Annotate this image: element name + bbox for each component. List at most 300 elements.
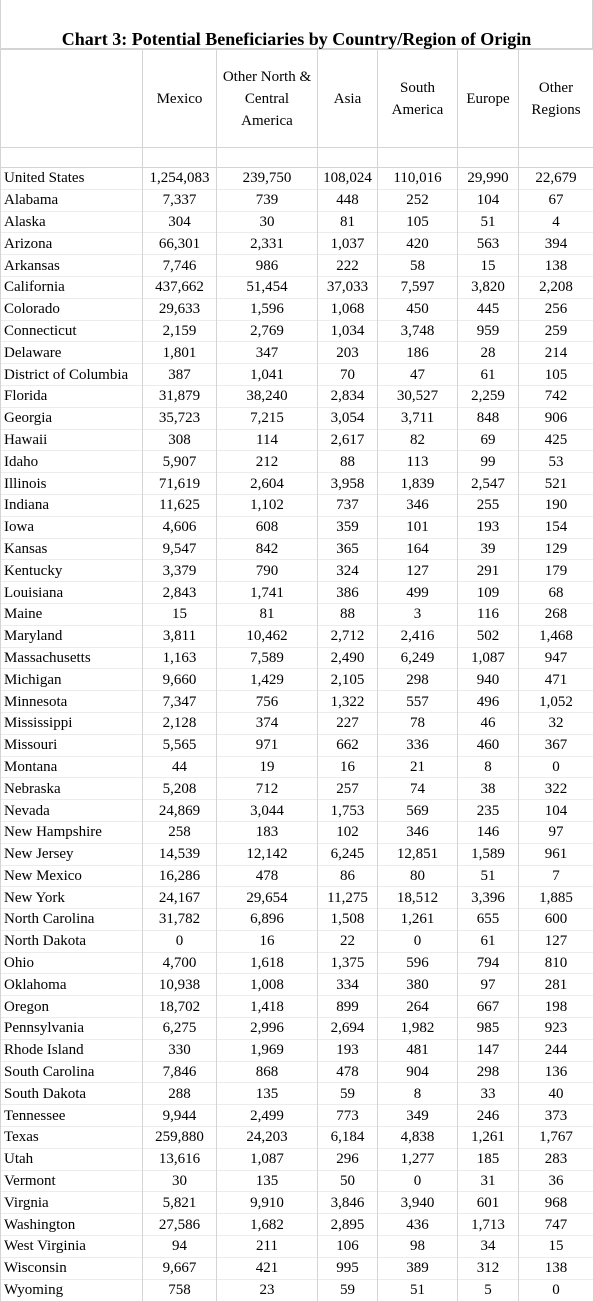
value-cell: 30,527 bbox=[378, 385, 458, 407]
state-name-cell: Wyoming bbox=[1, 1279, 143, 1301]
value-cell: 214 bbox=[519, 342, 593, 364]
value-cell: 1,254,083 bbox=[143, 168, 217, 190]
value-cell: 235 bbox=[458, 800, 519, 822]
value-cell: 2,159 bbox=[143, 320, 217, 342]
value-cell: 104 bbox=[458, 189, 519, 211]
value-cell: 0 bbox=[143, 930, 217, 952]
table-row bbox=[1, 1039, 593, 1061]
value-cell: 1,741 bbox=[217, 582, 318, 604]
value-cell: 5,821 bbox=[143, 1192, 217, 1214]
value-cell: 222 bbox=[318, 255, 378, 277]
table-row bbox=[1, 168, 593, 190]
value-cell: 69 bbox=[458, 429, 519, 451]
header-row bbox=[1, 50, 593, 148]
value-cell: 212 bbox=[217, 451, 318, 473]
table-row bbox=[1, 603, 593, 625]
value-cell: 34 bbox=[458, 1236, 519, 1258]
table-row bbox=[1, 407, 593, 429]
value-cell: 4 bbox=[519, 211, 593, 233]
value-cell: 38,240 bbox=[217, 385, 318, 407]
value-cell: 1,261 bbox=[458, 1127, 519, 1149]
table-row bbox=[1, 342, 593, 364]
value-cell: 4,606 bbox=[143, 516, 217, 538]
table-row bbox=[1, 1279, 593, 1301]
value-cell: 12,142 bbox=[217, 843, 318, 865]
value-cell: 29,654 bbox=[217, 887, 318, 909]
table-row bbox=[1, 1127, 593, 1149]
value-cell: 9,547 bbox=[143, 538, 217, 560]
state-name-cell: Mississippi bbox=[1, 712, 143, 734]
value-cell: 9,660 bbox=[143, 669, 217, 691]
value-cell: 283 bbox=[519, 1148, 593, 1170]
value-cell: 1,982 bbox=[378, 1018, 458, 1040]
table-row bbox=[1, 691, 593, 713]
value-cell: 259,880 bbox=[143, 1127, 217, 1149]
value-cell: 2,604 bbox=[217, 473, 318, 495]
value-cell: 6,245 bbox=[318, 843, 378, 865]
value-cell: 986 bbox=[217, 255, 318, 277]
state-name-cell: Colorado bbox=[1, 298, 143, 320]
value-cell: 80 bbox=[378, 865, 458, 887]
value-cell: 7 bbox=[519, 865, 593, 887]
value-cell: 2,694 bbox=[318, 1018, 378, 1040]
value-cell: 940 bbox=[458, 669, 519, 691]
value-cell: 105 bbox=[519, 364, 593, 386]
table-row bbox=[1, 756, 593, 778]
value-cell: 40 bbox=[519, 1083, 593, 1105]
value-cell: 346 bbox=[378, 494, 458, 516]
table-row bbox=[1, 778, 593, 800]
value-cell: 1,753 bbox=[318, 800, 378, 822]
state-name-cell: Massachusetts bbox=[1, 647, 143, 669]
value-cell: 968 bbox=[519, 1192, 593, 1214]
value-cell: 9,944 bbox=[143, 1105, 217, 1127]
value-cell: 268 bbox=[519, 603, 593, 625]
table-row bbox=[1, 320, 593, 342]
value-cell: 10,462 bbox=[217, 625, 318, 647]
value-cell: 70 bbox=[318, 364, 378, 386]
value-cell: 106 bbox=[318, 1236, 378, 1258]
value-cell: 810 bbox=[519, 952, 593, 974]
value-cell: 33 bbox=[458, 1083, 519, 1105]
value-cell: 425 bbox=[519, 429, 593, 451]
value-cell: 347 bbox=[217, 342, 318, 364]
value-cell: 334 bbox=[318, 974, 378, 996]
value-cell: 129 bbox=[519, 538, 593, 560]
value-cell: 790 bbox=[217, 560, 318, 582]
value-cell: 322 bbox=[519, 778, 593, 800]
value-cell: 655 bbox=[458, 909, 519, 931]
value-cell: 985 bbox=[458, 1018, 519, 1040]
value-cell: 71,619 bbox=[143, 473, 217, 495]
value-cell: 904 bbox=[378, 1061, 458, 1083]
state-name-cell: Indiana bbox=[1, 494, 143, 516]
value-cell: 521 bbox=[519, 473, 593, 495]
table-row bbox=[1, 1061, 593, 1083]
value-cell: 47 bbox=[378, 364, 458, 386]
value-cell: 1,418 bbox=[217, 996, 318, 1018]
value-cell: 86 bbox=[318, 865, 378, 887]
value-cell: 712 bbox=[217, 778, 318, 800]
value-cell: 8 bbox=[458, 756, 519, 778]
value-cell: 1,052 bbox=[519, 691, 593, 713]
value-cell: 2,499 bbox=[217, 1105, 318, 1127]
table-row bbox=[1, 843, 593, 865]
value-cell: 203 bbox=[318, 342, 378, 364]
value-cell: 3,748 bbox=[378, 320, 458, 342]
value-cell: 102 bbox=[318, 821, 378, 843]
state-name-cell: Arkansas bbox=[1, 255, 143, 277]
value-cell: 386 bbox=[318, 582, 378, 604]
value-cell: 31,879 bbox=[143, 385, 217, 407]
value-cell: 2,416 bbox=[378, 625, 458, 647]
value-cell: 67 bbox=[519, 189, 593, 211]
table-row bbox=[1, 996, 593, 1018]
value-cell: 389 bbox=[378, 1257, 458, 1279]
value-cell: 1,375 bbox=[318, 952, 378, 974]
table-row bbox=[1, 189, 593, 211]
value-cell: 298 bbox=[458, 1061, 519, 1083]
value-cell: 2,712 bbox=[318, 625, 378, 647]
value-cell: 662 bbox=[318, 734, 378, 756]
value-cell: 3,054 bbox=[318, 407, 378, 429]
state-name-cell: Ohio bbox=[1, 952, 143, 974]
state-name-cell: Michigan bbox=[1, 669, 143, 691]
value-cell: 104 bbox=[519, 800, 593, 822]
value-cell: 557 bbox=[378, 691, 458, 713]
value-cell: 24,203 bbox=[217, 1127, 318, 1149]
state-name-cell: Wisconsin bbox=[1, 1257, 143, 1279]
value-cell: 23 bbox=[217, 1279, 318, 1301]
value-cell: 16,286 bbox=[143, 865, 217, 887]
value-cell: 1,767 bbox=[519, 1127, 593, 1149]
value-cell: 97 bbox=[519, 821, 593, 843]
value-cell: 2,128 bbox=[143, 712, 217, 734]
state-name-cell: Pennsylvania bbox=[1, 1018, 143, 1040]
value-cell: 78 bbox=[378, 712, 458, 734]
value-cell: 667 bbox=[458, 996, 519, 1018]
value-cell: 9,910 bbox=[217, 1192, 318, 1214]
value-cell: 239,750 bbox=[217, 168, 318, 190]
value-cell: 373 bbox=[519, 1105, 593, 1127]
column-header-other-regions: Other Regions bbox=[519, 50, 593, 148]
state-name-cell: Kentucky bbox=[1, 560, 143, 582]
value-cell: 6,249 bbox=[378, 647, 458, 669]
value-cell: 308 bbox=[143, 429, 217, 451]
value-cell: 312 bbox=[458, 1257, 519, 1279]
value-cell: 28 bbox=[458, 342, 519, 364]
value-cell: 101 bbox=[378, 516, 458, 538]
value-cell: 258 bbox=[143, 821, 217, 843]
value-cell: 842 bbox=[217, 538, 318, 560]
value-cell: 1,102 bbox=[217, 494, 318, 516]
value-cell: 46 bbox=[458, 712, 519, 734]
value-cell: 99 bbox=[458, 451, 519, 473]
state-name-cell: Kansas bbox=[1, 538, 143, 560]
value-cell: 18,702 bbox=[143, 996, 217, 1018]
value-cell: 44 bbox=[143, 756, 217, 778]
table-row bbox=[1, 625, 593, 647]
value-cell: 906 bbox=[519, 407, 593, 429]
value-cell: 18,512 bbox=[378, 887, 458, 909]
value-cell: 58 bbox=[378, 255, 458, 277]
value-cell: 88 bbox=[318, 603, 378, 625]
value-cell: 3,044 bbox=[217, 800, 318, 822]
table-body bbox=[1, 148, 593, 1301]
column-header-asia: Asia bbox=[318, 50, 378, 148]
value-cell: 608 bbox=[217, 516, 318, 538]
value-cell: 0 bbox=[378, 1170, 458, 1192]
value-cell: 5 bbox=[458, 1279, 519, 1301]
table-row bbox=[1, 909, 593, 931]
table-row bbox=[1, 952, 593, 974]
value-cell: 1,713 bbox=[458, 1214, 519, 1236]
value-cell: 110,016 bbox=[378, 168, 458, 190]
value-cell: 113 bbox=[378, 451, 458, 473]
value-cell: 8 bbox=[378, 1083, 458, 1105]
value-cell: 3,820 bbox=[458, 276, 519, 298]
value-cell: 2,843 bbox=[143, 582, 217, 604]
value-cell: 27,586 bbox=[143, 1214, 217, 1236]
table-row bbox=[1, 974, 593, 996]
value-cell: 947 bbox=[519, 647, 593, 669]
value-cell: 336 bbox=[378, 734, 458, 756]
value-cell: 53 bbox=[519, 451, 593, 473]
value-cell: 61 bbox=[458, 364, 519, 386]
value-cell: 394 bbox=[519, 233, 593, 255]
value-cell: 450 bbox=[378, 298, 458, 320]
value-cell: 186 bbox=[378, 342, 458, 364]
value-cell: 971 bbox=[217, 734, 318, 756]
value-cell: 436 bbox=[378, 1214, 458, 1236]
value-cell: 7,215 bbox=[217, 407, 318, 429]
state-name-cell: Oklahoma bbox=[1, 974, 143, 996]
value-cell: 61 bbox=[458, 930, 519, 952]
value-cell: 3,711 bbox=[378, 407, 458, 429]
value-cell: 14,539 bbox=[143, 843, 217, 865]
state-name-cell: Tennessee bbox=[1, 1105, 143, 1127]
value-cell: 3,379 bbox=[143, 560, 217, 582]
value-cell: 923 bbox=[519, 1018, 593, 1040]
state-name-cell: Iowa bbox=[1, 516, 143, 538]
value-cell: 1,163 bbox=[143, 647, 217, 669]
state-name-cell: Idaho bbox=[1, 451, 143, 473]
state-name-cell: West Virginia bbox=[1, 1236, 143, 1258]
value-cell: 198 bbox=[519, 996, 593, 1018]
table-row bbox=[1, 712, 593, 734]
value-cell: 3 bbox=[378, 603, 458, 625]
value-cell: 1,322 bbox=[318, 691, 378, 713]
value-cell: 38 bbox=[458, 778, 519, 800]
value-cell: 959 bbox=[458, 320, 519, 342]
value-cell: 22,679 bbox=[519, 168, 593, 190]
state-name-cell: Maine bbox=[1, 603, 143, 625]
value-cell: 68 bbox=[519, 582, 593, 604]
value-cell: 29,633 bbox=[143, 298, 217, 320]
state-name-cell: Florida bbox=[1, 385, 143, 407]
value-cell: 74 bbox=[378, 778, 458, 800]
spacer-row bbox=[1, 148, 593, 168]
table-row bbox=[1, 930, 593, 952]
value-cell: 3,940 bbox=[378, 1192, 458, 1214]
table-row bbox=[1, 560, 593, 582]
value-cell: 600 bbox=[519, 909, 593, 931]
value-cell: 445 bbox=[458, 298, 519, 320]
table-row bbox=[1, 1214, 593, 1236]
value-cell: 460 bbox=[458, 734, 519, 756]
value-cell: 138 bbox=[519, 255, 593, 277]
value-cell: 6,275 bbox=[143, 1018, 217, 1040]
value-cell: 365 bbox=[318, 538, 378, 560]
state-name-cell: Alaska bbox=[1, 211, 143, 233]
value-cell: 330 bbox=[143, 1039, 217, 1061]
value-cell: 29,990 bbox=[458, 168, 519, 190]
state-name-cell: Delaware bbox=[1, 342, 143, 364]
value-cell: 2,208 bbox=[519, 276, 593, 298]
value-cell: 6,184 bbox=[318, 1127, 378, 1149]
value-cell: 51 bbox=[458, 211, 519, 233]
value-cell: 995 bbox=[318, 1257, 378, 1279]
value-cell: 193 bbox=[458, 516, 519, 538]
value-cell: 256 bbox=[519, 298, 593, 320]
value-cell: 51 bbox=[458, 865, 519, 887]
value-cell: 1,969 bbox=[217, 1039, 318, 1061]
table-row bbox=[1, 887, 593, 909]
value-cell: 601 bbox=[458, 1192, 519, 1214]
value-cell: 259 bbox=[519, 320, 593, 342]
value-cell: 246 bbox=[458, 1105, 519, 1127]
value-cell: 2,834 bbox=[318, 385, 378, 407]
value-cell: 3,846 bbox=[318, 1192, 378, 1214]
value-cell: 1,277 bbox=[378, 1148, 458, 1170]
value-cell: 185 bbox=[458, 1148, 519, 1170]
table-row bbox=[1, 1236, 593, 1258]
state-name-cell: Connecticut bbox=[1, 320, 143, 342]
value-cell: 7,337 bbox=[143, 189, 217, 211]
value-cell: 1,596 bbox=[217, 298, 318, 320]
column-header-state bbox=[1, 50, 143, 148]
column-header-mexico: Mexico bbox=[143, 50, 217, 148]
empty-cell bbox=[143, 148, 217, 168]
table-row bbox=[1, 276, 593, 298]
value-cell: 51,454 bbox=[217, 276, 318, 298]
state-name-cell: Utah bbox=[1, 1148, 143, 1170]
value-cell: 59 bbox=[318, 1279, 378, 1301]
table-row bbox=[1, 473, 593, 495]
value-cell: 190 bbox=[519, 494, 593, 516]
value-cell: 15 bbox=[519, 1236, 593, 1258]
value-cell: 51 bbox=[378, 1279, 458, 1301]
table-row bbox=[1, 211, 593, 233]
value-cell: 11,625 bbox=[143, 494, 217, 516]
value-cell: 127 bbox=[378, 560, 458, 582]
state-name-cell: Nevada bbox=[1, 800, 143, 822]
value-cell: 1,429 bbox=[217, 669, 318, 691]
table-row bbox=[1, 669, 593, 691]
value-cell: 66,301 bbox=[143, 233, 217, 255]
state-name-cell: Vermont bbox=[1, 1170, 143, 1192]
table-row bbox=[1, 494, 593, 516]
value-cell: 135 bbox=[217, 1170, 318, 1192]
value-cell: 183 bbox=[217, 821, 318, 843]
value-cell: 374 bbox=[217, 712, 318, 734]
value-cell: 773 bbox=[318, 1105, 378, 1127]
value-cell: 30 bbox=[143, 1170, 217, 1192]
value-cell: 496 bbox=[458, 691, 519, 713]
value-cell: 3,811 bbox=[143, 625, 217, 647]
value-cell: 359 bbox=[318, 516, 378, 538]
value-cell: 7,347 bbox=[143, 691, 217, 713]
value-cell: 1,468 bbox=[519, 625, 593, 647]
value-cell: 35,723 bbox=[143, 407, 217, 429]
table-row bbox=[1, 800, 593, 822]
value-cell: 36 bbox=[519, 1170, 593, 1192]
value-cell: 291 bbox=[458, 560, 519, 582]
table-row bbox=[1, 821, 593, 843]
value-cell: 502 bbox=[458, 625, 519, 647]
value-cell: 2,769 bbox=[217, 320, 318, 342]
state-name-cell: District of Columbia bbox=[1, 364, 143, 386]
value-cell: 387 bbox=[143, 364, 217, 386]
value-cell: 2,547 bbox=[458, 473, 519, 495]
value-cell: 24,869 bbox=[143, 800, 217, 822]
value-cell: 1,618 bbox=[217, 952, 318, 974]
value-cell: 3,396 bbox=[458, 887, 519, 909]
table-row bbox=[1, 255, 593, 277]
value-cell: 252 bbox=[378, 189, 458, 211]
value-cell: 298 bbox=[378, 669, 458, 691]
table-row bbox=[1, 298, 593, 320]
table-row bbox=[1, 516, 593, 538]
value-cell: 98 bbox=[378, 1236, 458, 1258]
table-row bbox=[1, 233, 593, 255]
value-cell: 15 bbox=[458, 255, 519, 277]
state-name-cell: Minnesota bbox=[1, 691, 143, 713]
value-cell: 1,801 bbox=[143, 342, 217, 364]
state-name-cell: Missouri bbox=[1, 734, 143, 756]
value-cell: 420 bbox=[378, 233, 458, 255]
value-cell: 569 bbox=[378, 800, 458, 822]
value-cell: 296 bbox=[318, 1148, 378, 1170]
empty-cell bbox=[519, 148, 593, 168]
table-row bbox=[1, 1192, 593, 1214]
value-cell: 961 bbox=[519, 843, 593, 865]
value-cell: 1,041 bbox=[217, 364, 318, 386]
value-cell: 478 bbox=[217, 865, 318, 887]
table-row bbox=[1, 451, 593, 473]
value-cell: 367 bbox=[519, 734, 593, 756]
value-cell: 380 bbox=[378, 974, 458, 996]
state-name-cell: North Carolina bbox=[1, 909, 143, 931]
value-cell: 7,846 bbox=[143, 1061, 217, 1083]
table-row bbox=[1, 1083, 593, 1105]
value-cell: 2,331 bbox=[217, 233, 318, 255]
value-cell: 127 bbox=[519, 930, 593, 952]
state-name-cell: Hawaii bbox=[1, 429, 143, 451]
value-cell: 478 bbox=[318, 1061, 378, 1083]
value-cell: 281 bbox=[519, 974, 593, 996]
value-cell: 848 bbox=[458, 407, 519, 429]
value-cell: 264 bbox=[378, 996, 458, 1018]
state-name-cell: Maryland bbox=[1, 625, 143, 647]
empty-cell bbox=[378, 148, 458, 168]
value-cell: 1,087 bbox=[217, 1148, 318, 1170]
value-cell: 9,667 bbox=[143, 1257, 217, 1279]
value-cell: 15 bbox=[143, 603, 217, 625]
table-row bbox=[1, 647, 593, 669]
value-cell: 16 bbox=[318, 756, 378, 778]
value-cell: 138 bbox=[519, 1257, 593, 1279]
